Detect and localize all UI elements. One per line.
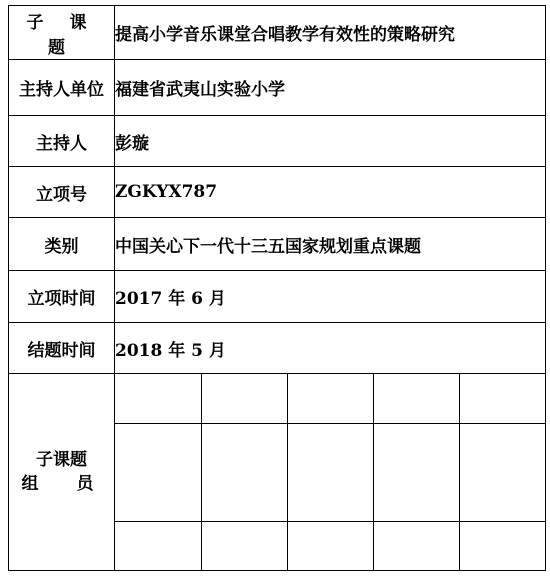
category-label: 类别 — [9, 218, 115, 271]
member-cell — [459, 423, 545, 521]
host-unit-label: 主持人单位 — [9, 60, 115, 116]
members-grid-row — [115, 521, 545, 570]
member-cell — [459, 521, 545, 570]
approval-date-label: 立项时间 — [9, 271, 115, 323]
member-cell — [373, 423, 459, 521]
subtopic-label: 子 课 题 — [9, 6, 115, 60]
member-cell — [115, 374, 201, 423]
members-label-line2: 组 员 — [21, 474, 110, 494]
member-cell — [287, 521, 373, 570]
members-label — [9, 374, 115, 571]
host-unit-value: 福建省武夷山实验小学 — [115, 60, 546, 116]
host-value: 彭璇 — [115, 116, 546, 167]
member-cell — [201, 423, 287, 521]
row-host-unit — [9, 60, 546, 116]
completion-date-label: 结题时间 — [9, 323, 115, 374]
project-info-table — [8, 5, 546, 571]
project-number-label: 立项号 — [9, 167, 115, 218]
row-approval-date — [9, 271, 546, 323]
host-label: 主持人 — [9, 116, 115, 167]
project-number-value: ZGKYX787 — [115, 167, 546, 218]
member-cell — [373, 374, 459, 423]
category-value: 中国关心下一代十三五国家规划重点课题 — [115, 218, 546, 271]
members-grid-table — [115, 374, 545, 570]
row-members — [9, 374, 546, 571]
row-project-number — [9, 167, 546, 218]
members-label-line1: 子课题 — [36, 450, 87, 470]
members-grid-row — [115, 423, 545, 521]
member-cell — [201, 374, 287, 423]
approval-date-value: 2017 年 6 月 — [115, 271, 546, 323]
row-subtopic — [9, 6, 546, 60]
members-grid — [115, 374, 546, 571]
member-cell — [115, 423, 201, 521]
row-host — [9, 116, 546, 167]
row-category — [9, 218, 546, 271]
subtopic-value: 提高小学音乐课堂合唱教学有效性的策略研究 — [115, 6, 546, 60]
member-cell — [459, 374, 545, 423]
member-cell — [373, 521, 459, 570]
member-cell — [201, 521, 287, 570]
member-cell — [115, 521, 201, 570]
row-completion-date — [9, 323, 546, 374]
member-cell — [287, 374, 373, 423]
member-cell — [287, 423, 373, 521]
members-grid-row — [115, 374, 545, 423]
completion-date-value: 2018 年 5 月 — [115, 323, 546, 374]
